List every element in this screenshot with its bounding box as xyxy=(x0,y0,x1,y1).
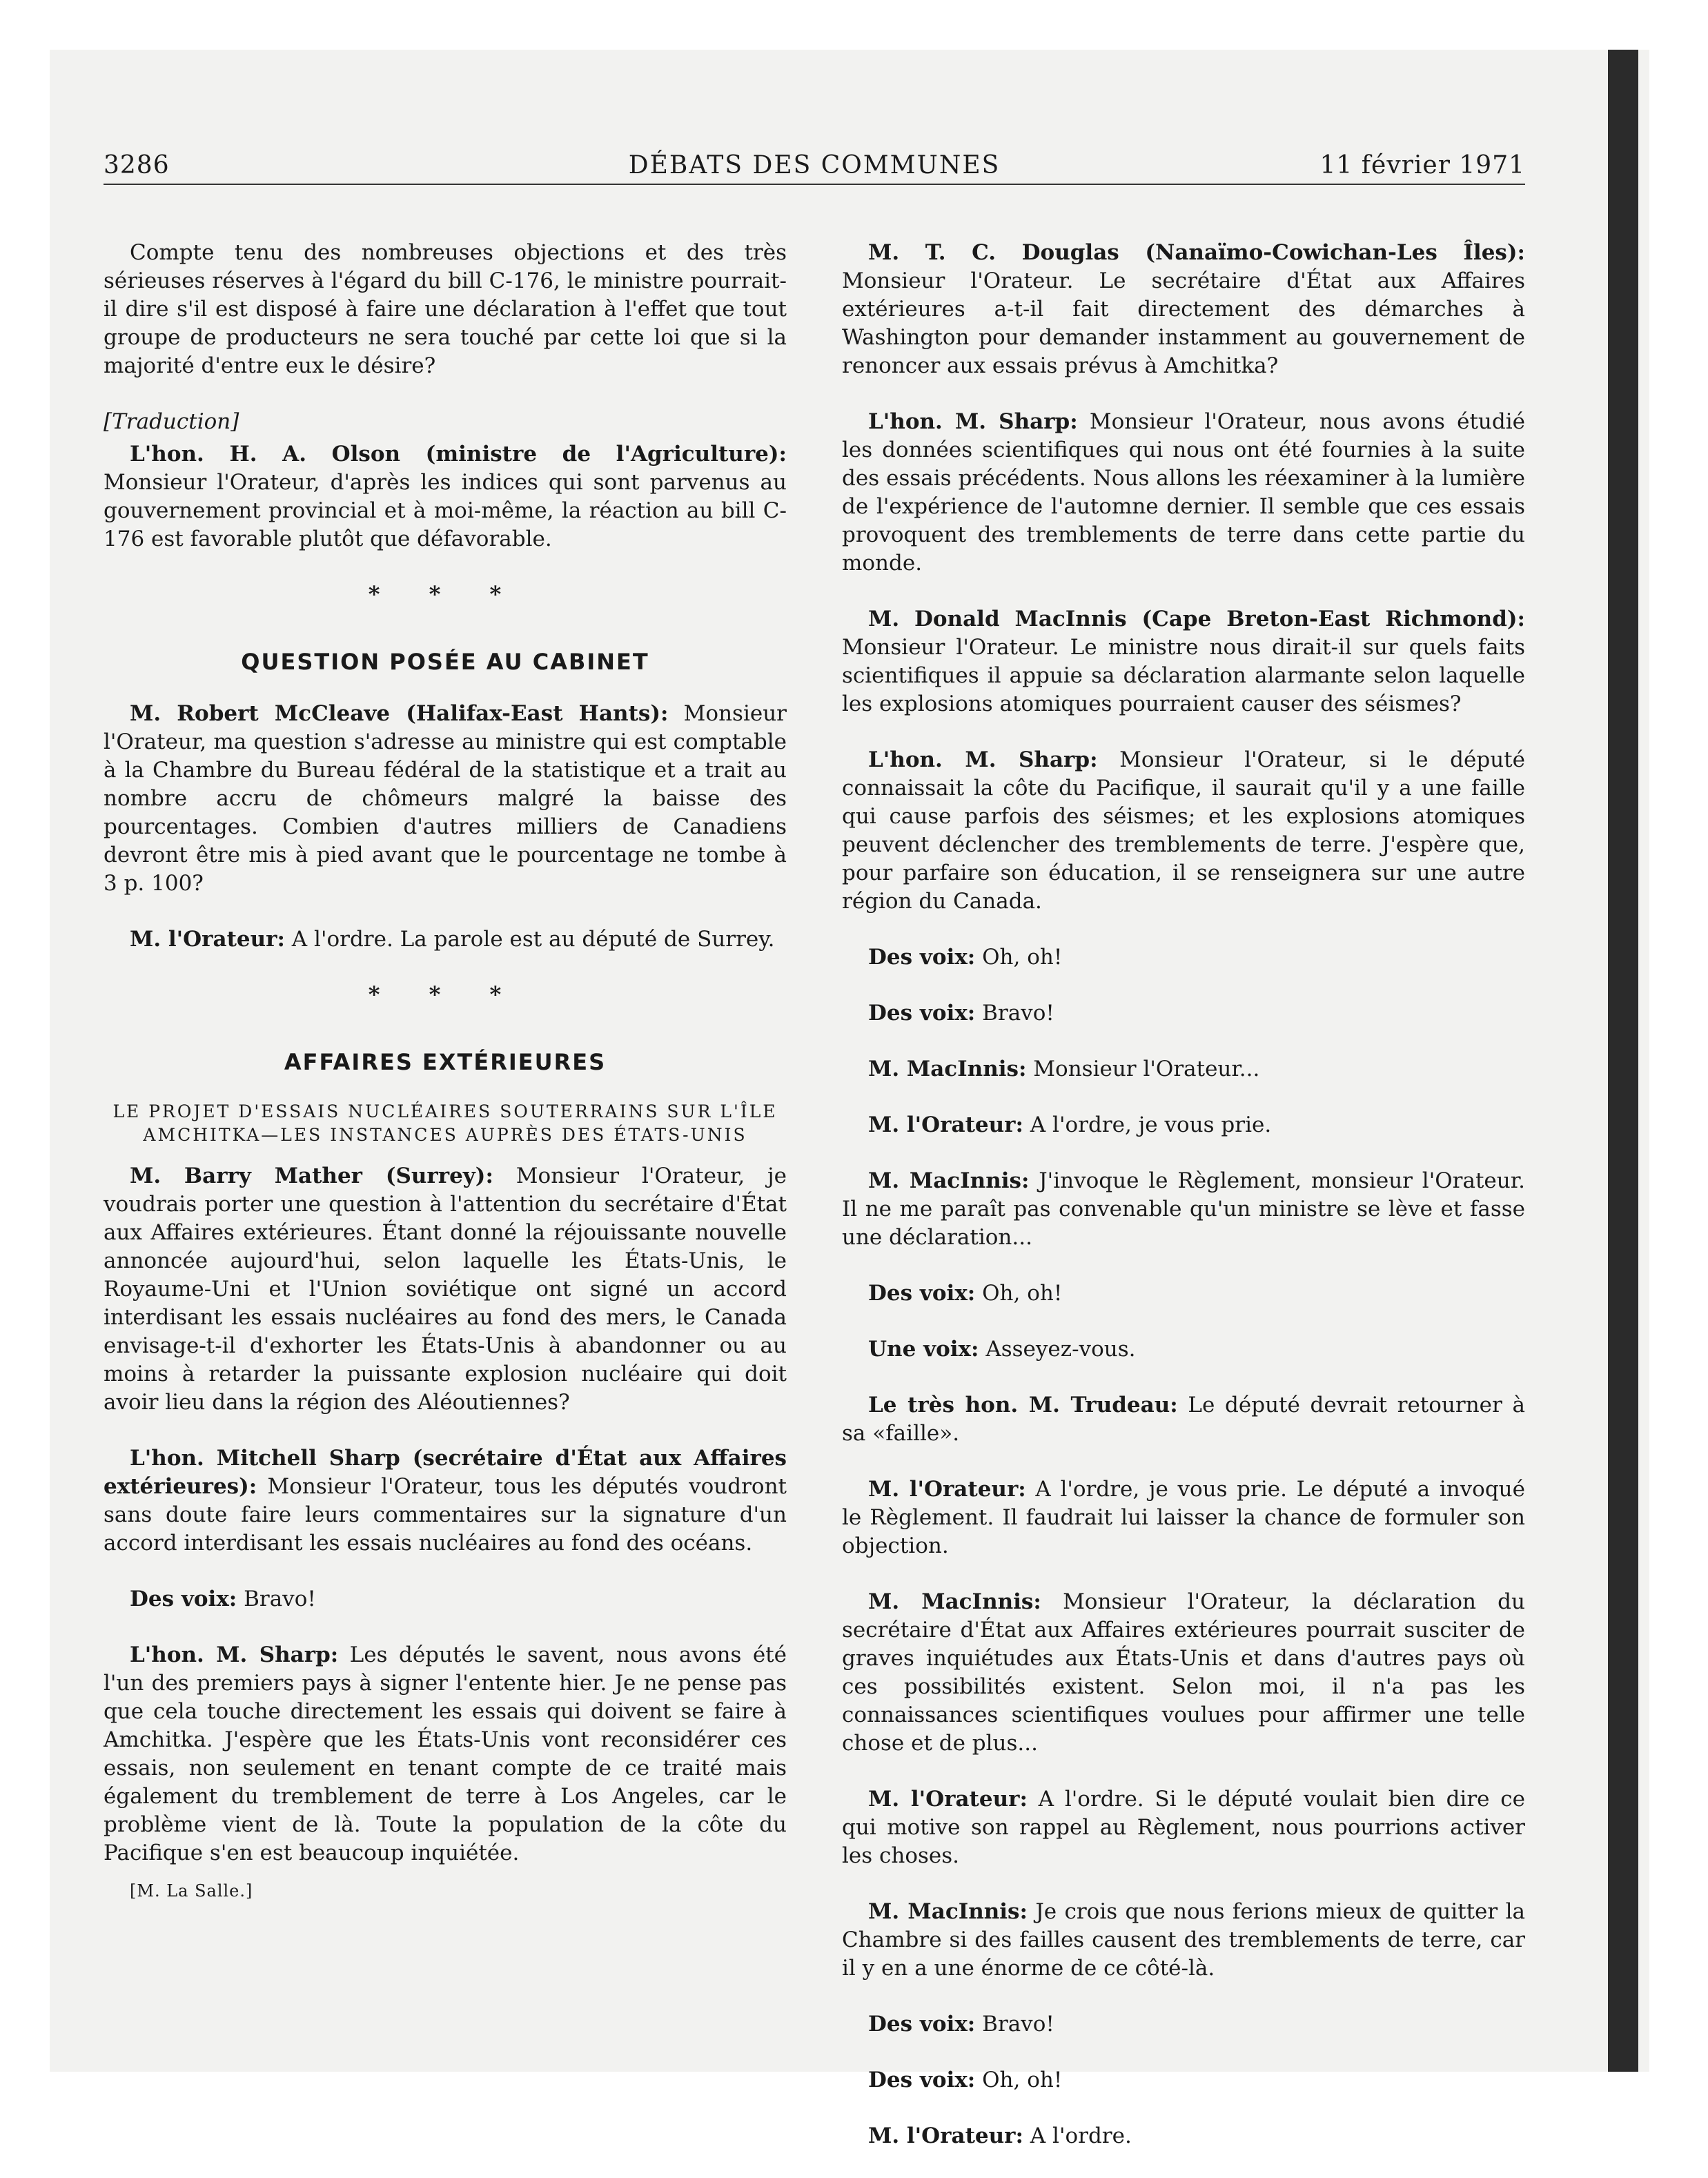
page-footnote: [M. La Salle.] xyxy=(130,1881,253,1901)
speech-text: Bravo! xyxy=(975,2012,1054,2037)
paragraph xyxy=(842,239,1525,380)
paragraph xyxy=(104,700,787,898)
paragraph xyxy=(842,1111,1525,1139)
paragraph: Compte tenu des nombreuses objections et des très sérieuses réserves à l'égard du bill C-176, le ministre pourrait-il dire s'il est disposé à faire une déclaration à l'effet que tout groupe de producteurs ne sera touché par cette loi que si la majorité d'entre eux le désire? xyxy=(104,240,787,378)
speaker-name: M. T. C. Douglas (Nanaïmo-Cowichan-Les Îles): xyxy=(868,240,1525,265)
speaker-name: Le très hon. M. Trudeau: xyxy=(868,1393,1178,1417)
speaker-name: L'hon. M. Sharp: xyxy=(868,747,1098,772)
paragraph xyxy=(842,1055,1525,1083)
speaker-name: M. MacInnis: xyxy=(868,1589,1041,1614)
speech-text: Monsieur l'Orateur, si le député connaissait la côte du Pacifique, il saurait qu'il y a une faille qui cause parfois des séismes; et les explosions atomiques peuvent déclencher des tremblements de terre. J'espère que, pour parfaire son éducation, il se renseignera sur une autre région du Canada. xyxy=(842,747,1525,914)
speaker-name: Des voix: xyxy=(868,1281,976,1306)
speech-text: A l'ordre. xyxy=(1023,2123,1132,2148)
speaker-name: L'hon. H. A. Olson (ministre de l'Agriculture): xyxy=(130,442,787,467)
paragraph xyxy=(104,1585,787,1613)
speaker-name: M. l'Orateur: xyxy=(868,1477,1026,1502)
speaker-name: L'hon. Mitchell Sharp (secrétaire d'État aux Affaires extérieures): xyxy=(104,1446,787,1499)
paragraph xyxy=(842,2066,1525,2094)
paragraph xyxy=(104,1162,787,1417)
paragraph xyxy=(842,1167,1525,1252)
speech-text: A l'ordre. La parole est au député de Surrey. xyxy=(284,927,775,952)
speaker-name: M. MacInnis: xyxy=(868,1057,1027,1081)
paragraph xyxy=(842,1475,1525,1560)
right-column xyxy=(842,239,1525,2178)
speech-text: Asseyez-vous. xyxy=(979,1337,1136,1362)
page-header xyxy=(104,145,1525,185)
paragraph xyxy=(842,999,1525,1028)
speaker-name: M. l'Orateur: xyxy=(130,927,285,952)
paragraph xyxy=(842,1785,1525,1870)
speech-text: Le député devrait retourner à sa «faille». xyxy=(842,1393,1526,1446)
speaker-name: Des voix: xyxy=(868,2068,976,2092)
speech-text: Monsieur l'Orateur, nous avons étudié les données scientifiques qui nous ont été fournies à la suite des essais précédents. Nous allons les réexaminer à la lumière de l'expérience de l'automne dernier. Il semble que ces essais provoquent des tremblements de terre dans cette partie du monde. xyxy=(842,409,1525,576)
speech-text: Monsieur l'Orateur, ma question s'adresse au ministre qui est comptable à la Chambre du Bureau fédéral de la statistique et a trait au nombre accru de chômeurs malgré la baisse des pourcentages. Combien d'autres milliers de Canadiens devront être mis à pied avant que le pourcentage ne tombe à 3 p. 100? xyxy=(104,701,787,896)
binding-edge xyxy=(1608,50,1638,2072)
speaker-name: M. Donald MacInnis (Cape Breton-East Richmond): xyxy=(868,607,1525,631)
speech-text: Je crois que nous ferions mieux de quitter la Chambre si des failles causent des tremblements de terre, car il y en a une énorme de ce côté-là. xyxy=(842,1899,1525,1981)
section-separator: * * * xyxy=(368,981,522,1008)
speech-text: Bravo! xyxy=(975,1001,1054,1026)
speaker-name: M. l'Orateur: xyxy=(868,2123,1023,2148)
speech-text: Monsieur l'Orateur, d'après les indices qui sont parvenus au gouvernement provincial et à moi-même, la réaction au bill C-176 est favorable plutôt que défavorable. xyxy=(104,470,787,551)
paragraph xyxy=(842,1588,1525,1758)
speaker-name: L'hon. M. Sharp: xyxy=(868,409,1078,434)
speech-text: Bravo! xyxy=(237,1587,316,1611)
speech-text: Monsieur l'Orateur, la déclaration du secrétaire d'État aux Affaires extérieures pourrait susciter de graves inquiétudes aux États-Unis et dans d'autres pays où ces possibilités existent. Selon moi, il n'a pas les connaissances scientifiques voulues pour affirmer une telle chose et de plus... xyxy=(842,1589,1525,1756)
speech-text: Oh, oh! xyxy=(975,2068,1063,2092)
paragraph xyxy=(842,1279,1525,1308)
publication-title: DÉBATS DES COMMUNES xyxy=(628,151,1001,179)
paragraph xyxy=(842,943,1525,972)
speaker-name: Des voix: xyxy=(868,1001,976,1026)
speech-text: Oh, oh! xyxy=(975,1281,1063,1306)
speaker-name: M. l'Orateur: xyxy=(868,1787,1028,1812)
speech-text: A l'ordre, je vous prie. Le député a invoqué le Règlement. Il faudrait lui laisser la chance de formuler son objection. xyxy=(842,1477,1525,1558)
speaker-name: M. MacInnis: xyxy=(868,1899,1028,1924)
speaker-name: Des voix: xyxy=(868,945,976,970)
paragraph xyxy=(104,925,787,954)
paragraph xyxy=(842,746,1525,916)
speech-text: A l'ordre, je vous prie. xyxy=(1023,1112,1272,1137)
paragraph xyxy=(842,2122,1525,2150)
paragraph xyxy=(842,1391,1525,1448)
speech-text: Les députés le savent, nous avons été l'un des premiers pays à signer l'entente hier. Je ne pense pas que cela touche directement les essais qui doivent se faire à Amchitka. J'espère que les États-Unis vont reconsidérer ces essais, non seulement en tenant compte de ce traité mais également du tremblement de terre à Los Angeles, car le problème vient de là. Toute la population de la côte du Pacifique s'en est beaucoup inquiétée. xyxy=(104,1642,787,1865)
paragraph xyxy=(842,605,1525,718)
speech-text: J'invoque le Règlement, monsieur l'Orateur. Il ne me paraît pas convenable qu'un ministre se lève et fasse une déclaration... xyxy=(842,1168,1525,1250)
section-heading: QUESTION POSÉE AU CABINET xyxy=(241,649,649,675)
speaker-name: Des voix: xyxy=(130,1587,237,1611)
left-column xyxy=(104,239,787,1901)
speech-text: Monsieur l'Orateur. Le secrétaire d'État aux Affaires extérieures a-t-il fait directement des démarches à Washington pour demander instamment au gouvernement de renoncer aux essais prévus à Amchitka? xyxy=(842,268,1525,378)
speaker-name: Une voix: xyxy=(868,1337,979,1362)
paragraph xyxy=(842,408,1525,578)
paragraph xyxy=(104,440,787,553)
speech-text: Oh, oh! xyxy=(975,945,1063,970)
speech-text: Monsieur l'Orateur. Le ministre nous dirait-il sur quels faits scientifiques il appuie sa déclaration alarmante selon laquelle les explosions atomiques pourraient causer des séismes? xyxy=(842,635,1525,716)
speaker-name: M. Barry Mather (Surrey): xyxy=(130,1164,493,1188)
speaker-name: Des voix: xyxy=(868,2012,976,2037)
speaker-name: L'hon. M. Sharp: xyxy=(130,1642,339,1667)
section-subheading: LE PROJET D'ESSAIS NUCLÉAIRES SOUTERRAINS SUR L'ÎLE AMCHITKA—LES INSTANCES AUPRÈS DES ÉTATS-UNIS xyxy=(112,1101,778,1145)
paragraph xyxy=(104,1444,787,1558)
speech-text: Monsieur l'Orateur, je voudrais porter une question à l'attention du secrétaire d'État aux Affaires extérieures. Étant donné la réjouissante nouvelle annoncée aujourd'hui, selon laquelle les États-Unis, le Royaume-Uni et l'Union soviétique ont signé un accord interdisant les essais nucléaires au fond des mers, le Canada envisage-t-il d'exhorter les États-Unis à abandonner ou au moins à retarder la puissante explosion nucléaire qui doit avoir lieu dans la région des Aléoutiennes? xyxy=(104,1164,787,1415)
page-number: 3286 xyxy=(104,151,170,179)
paragraph xyxy=(104,1641,787,1867)
speech-text: A l'ordre. Si le député voulait bien dire ce qui motive son rappel au Règlement, nous pourrions activer les choses. xyxy=(842,1787,1525,1868)
sitting-date: 11 février 1971 xyxy=(1319,151,1525,179)
speech-text: Monsieur l'Orateur, tous les députés voudront sans doute faire leurs commentaires sur la signature d'un accord interdisant les essais nucléaires au fond des océans. xyxy=(104,1474,787,1556)
paragraph xyxy=(842,1335,1525,1364)
translation-tag: [Traduction] xyxy=(104,409,239,434)
speaker-name: M. l'Orateur: xyxy=(868,1112,1023,1137)
speaker-name: M. Robert McCleave (Halifax-East Hants): xyxy=(130,701,669,726)
section-heading: AFFAIRES EXTÉRIEURES xyxy=(284,1049,607,1075)
hansard-page xyxy=(104,145,1526,2148)
section-separator: * * * xyxy=(368,581,522,607)
speaker-name: M. MacInnis: xyxy=(868,1168,1030,1193)
paragraph xyxy=(842,1898,1525,1983)
paragraph xyxy=(842,2010,1525,2039)
speech-text: Monsieur l'Orateur... xyxy=(1026,1057,1260,1081)
